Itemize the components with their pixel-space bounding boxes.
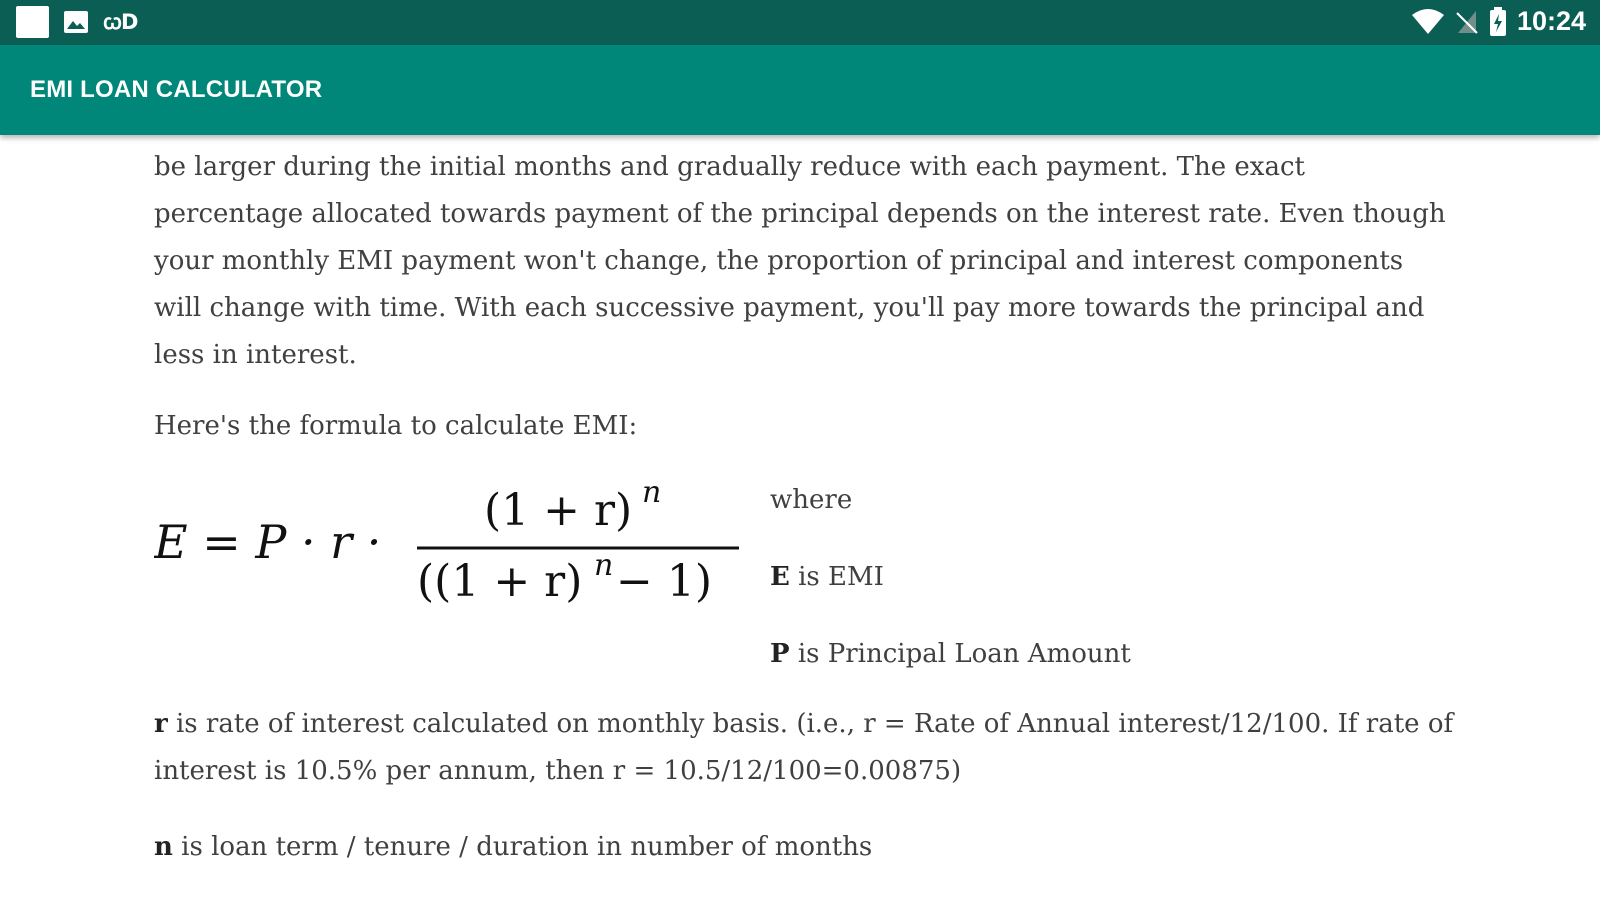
app-bar bbox=[0, 45, 1600, 135]
symbol-e: E bbox=[770, 562, 790, 592]
formula-numerator: (1 + r) bbox=[484, 485, 633, 536]
formula-numerator-exp: n bbox=[642, 475, 662, 510]
definition-n-text: is loan term / tenure / duration in number of months bbox=[172, 832, 873, 862]
definition-e-text: is EMI bbox=[789, 562, 884, 592]
article-content[interactable] bbox=[0, 135, 1600, 900]
carrier-label: ꞷD bbox=[103, 10, 138, 34]
where-label: where bbox=[770, 485, 853, 515]
wifi-icon bbox=[1411, 9, 1445, 35]
battery-charging-icon bbox=[1489, 7, 1507, 37]
symbol-r: r bbox=[154, 709, 168, 739]
definition-n bbox=[154, 824, 1454, 871]
status-bar bbox=[0, 0, 1600, 45]
definition-p-text: is Principal Loan Amount bbox=[789, 639, 1131, 669]
notification-square-icon bbox=[16, 6, 49, 38]
symbol-p: P bbox=[770, 639, 790, 669]
definition-r bbox=[154, 701, 1454, 795]
formula-intro: Here's the formula to calculate EMI: bbox=[154, 411, 638, 441]
symbol-n: n bbox=[154, 832, 173, 862]
paragraph-amortization: be larger during the initial months and gradually reduce with each payment. The exact percentage allocated towards payment of the principal depends on the interest rate. Even though your monthly EMI payment won't change, the proportion of principal and interest components will change with time. With each successive payment, you'll pay more towards the principal and less in interest. bbox=[154, 152, 1446, 370]
image-icon bbox=[63, 10, 89, 34]
clock: 10:24 bbox=[1516, 6, 1586, 36]
formula-denominator-tail: − 1) bbox=[616, 556, 713, 607]
status-bar-right bbox=[1411, 6, 1586, 37]
no-sim-icon bbox=[1455, 9, 1479, 35]
formula-denominator-exp: n bbox=[594, 548, 614, 583]
definition-e bbox=[770, 557, 884, 597]
app-title: EMI LOAN CALCULATOR bbox=[30, 76, 323, 103]
formula-lhs: E = P · r · bbox=[154, 515, 382, 569]
status-bar-left bbox=[16, 6, 137, 38]
definition-r-text: is rate of interest calculated on monthly basis. (i.e., r = Rate of Annual interest/12/100. If rate of interest is 10.5% per annum, then r = 10.5/12/100=0.00875) bbox=[154, 709, 1454, 786]
formula-denominator: ((1 + r) bbox=[417, 556, 583, 607]
definition-p bbox=[770, 634, 1131, 674]
